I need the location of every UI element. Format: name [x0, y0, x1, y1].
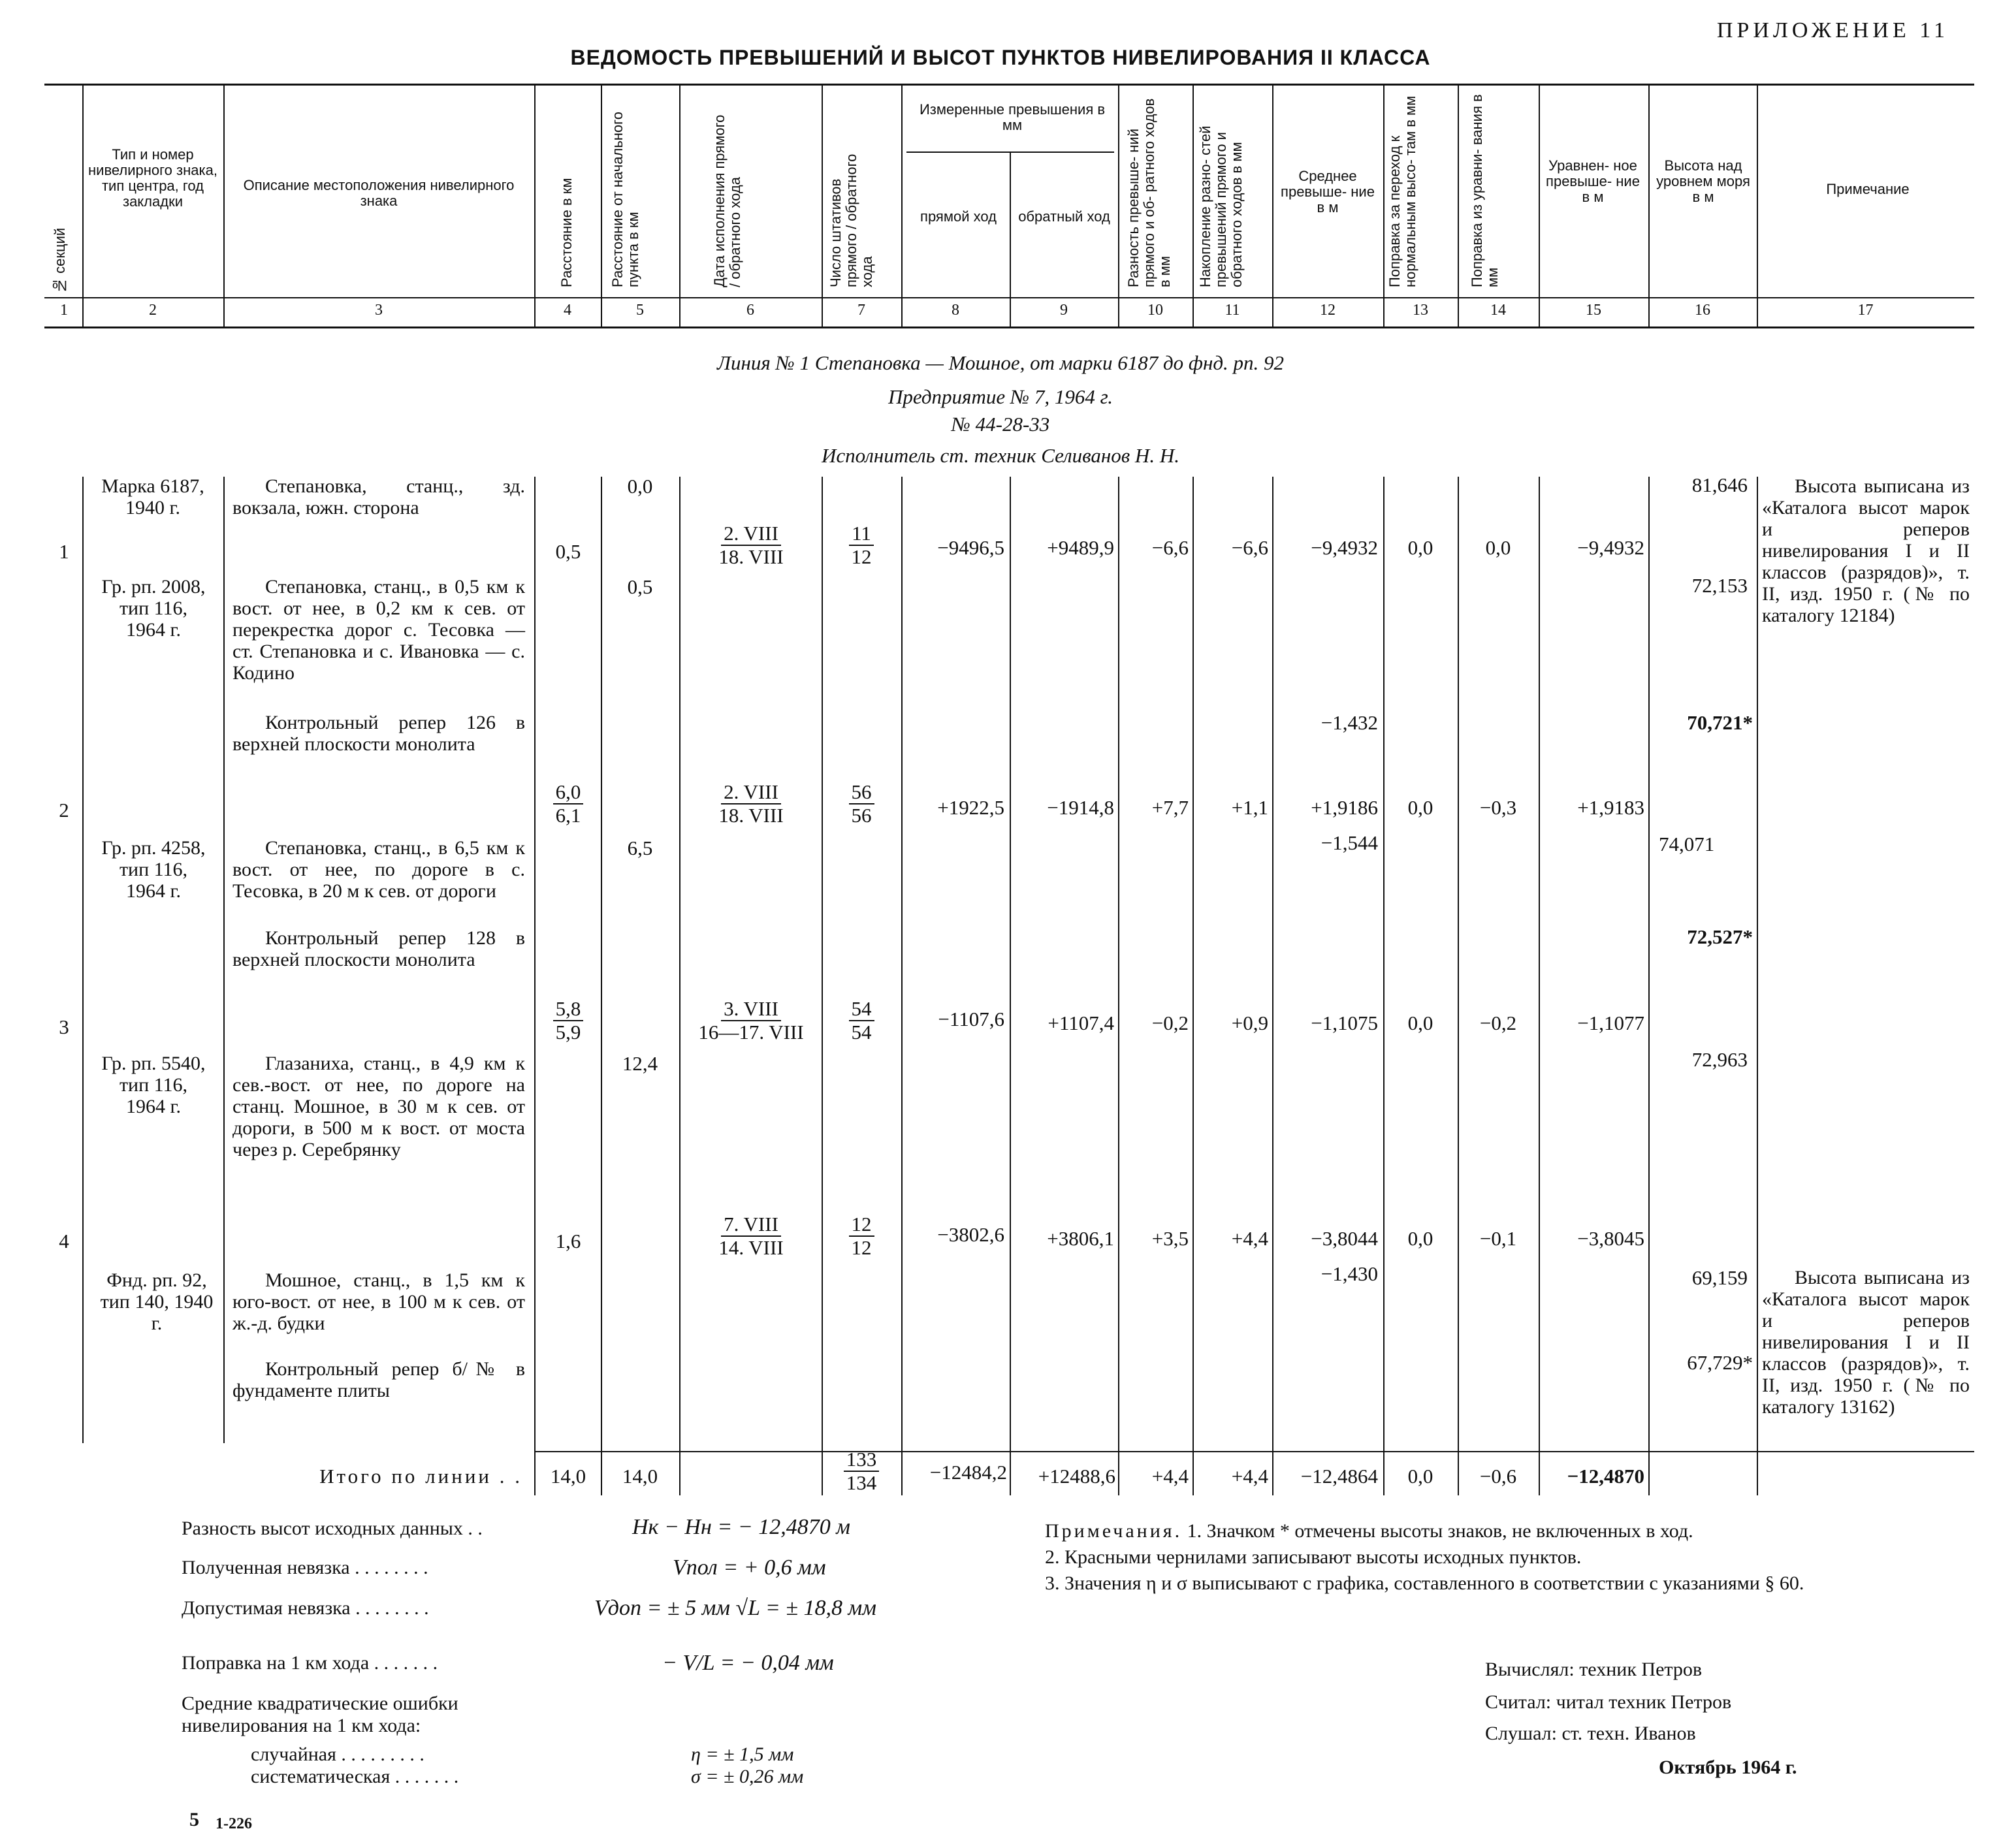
- catalog-note: Высота выписана из «Каталога высот марок и реперов нивелирования I и II классов (разрядов)», т. II, изд. 1950 г. (№ по каталогу 13162): [1762, 1267, 1970, 1418]
- total-distance: 14,0: [550, 1465, 586, 1488]
- backward-elevation: −1914,8: [1047, 796, 1114, 819]
- body-sep: [1010, 477, 1011, 1495]
- total-stations: [824, 1448, 899, 1494]
- total-correction-normal: 0,0: [1407, 1465, 1433, 1488]
- hdr-sep: [223, 85, 225, 327]
- body-sep: [1272, 477, 1273, 1495]
- forward-elevation: −1107,6: [938, 1008, 1004, 1030]
- date-forward: 2. VIII: [721, 781, 781, 805]
- total-label: Итого по линии . .: [319, 1465, 522, 1488]
- colnum: 4: [564, 302, 571, 319]
- point-height: 72,963: [1691, 1048, 1748, 1071]
- point-height: 74,071: [1659, 833, 1715, 855]
- point-height: 81,646: [1691, 473, 1748, 496]
- notes-title: Примечания.: [1045, 1520, 1183, 1542]
- page-number: 5: [189, 1809, 199, 1830]
- point-description: Степановка, станц., в 6,5 км к вост. от нее, по дороге в с. Тесовка, в 20 м к сев. от дороги: [232, 837, 525, 902]
- point-height: 70,721*: [1687, 711, 1753, 734]
- date-backward: 18. VIII: [718, 804, 784, 827]
- appendix-label: ПРИЛОЖЕНИЕ 11: [1716, 18, 1949, 42]
- hdr-sep: [1118, 85, 1119, 327]
- table-top-border: [44, 84, 1974, 86]
- summary-label: Допустимая невязка . . . . . . . .: [182, 1597, 429, 1619]
- note-1: 1. Значком * отмечены высоты знаков, не включенных в ход.: [1187, 1520, 1693, 1542]
- section-distance-back: 6,1: [555, 804, 581, 827]
- header-adjusted: Уравнен- ное превыше- ние в м: [1546, 157, 1640, 205]
- executor: Исполнитель ст. техник Селиванов Н. Н.: [822, 444, 1179, 467]
- hdr-sep: [601, 85, 602, 327]
- hdr-sep: [822, 85, 823, 327]
- summary-value: Vпол = + 0,6 мм: [673, 1555, 826, 1580]
- header-date: Дата исполнения прямого / обратного хода: [711, 114, 743, 287]
- date-forward: 2. VIII: [721, 522, 781, 546]
- body-sep: [82, 477, 84, 1443]
- correction-normal: 0,0: [1407, 1227, 1433, 1250]
- line-name: Линия № 1 Степановка — Мошное, от марки 6187 до фнд. рп. 92: [717, 351, 1284, 374]
- colnum: 3: [375, 302, 383, 319]
- body-sep: [822, 477, 823, 1495]
- distance-from-start: 12,4: [622, 1052, 658, 1075]
- colnum: 12: [1320, 302, 1336, 319]
- colnum: 9: [1060, 302, 1068, 319]
- stations-backward: 54: [851, 1021, 872, 1043]
- header-backward: обратный ход: [1018, 208, 1110, 225]
- header-description: Описание местоположения нивелирного знака: [243, 177, 515, 209]
- enterprise: Предприятие № 7, 1964 г.: [888, 385, 1113, 408]
- hdr-sep: [534, 85, 536, 327]
- point-description: Контрольный репер 126 в верхней плоскости монолита: [232, 712, 525, 755]
- distance-from-start: 6,5: [627, 836, 653, 859]
- stations-forward: 11: [849, 522, 874, 546]
- header-corr-normal: Поправка за переход к нормальным высо- там в мм: [1386, 95, 1418, 287]
- control-mean-elevation: −1,432: [1321, 711, 1378, 734]
- correction-adjust: −0,2: [1479, 1012, 1517, 1034]
- header-stations: Число штативов прямого / обратного хода: [827, 153, 875, 287]
- point-name: Гр. рп. 5540, тип 116, 1964 г.: [101, 1053, 206, 1117]
- forward-elevation: +1922,5: [937, 796, 1004, 819]
- date-forward: 3. VIII: [721, 998, 781, 1021]
- correction-normal: 0,0: [1407, 1012, 1433, 1034]
- section-dates: [682, 998, 820, 1043]
- total-difference: +4,4: [1151, 1465, 1189, 1488]
- section-distance-back: 5,9: [555, 1021, 581, 1043]
- section-stations: [824, 522, 899, 568]
- systematic-error-label: систематическая . . . . . . .: [251, 1766, 459, 1787]
- adjusted-elevation: +1,9183: [1577, 796, 1644, 819]
- mean-elevation: −3,8044: [1311, 1227, 1378, 1250]
- point-description: Степановка, станц., зд. вокзала, южн. сторона: [232, 475, 525, 518]
- section-distance-fwd: 6,0: [553, 781, 584, 805]
- colnum: 13: [1413, 302, 1428, 319]
- point-description: Контрольный репер б/№ в фундаменте плиты: [232, 1358, 525, 1401]
- header-corr-adjust: Поправка из уравни- вания в мм: [1469, 94, 1501, 287]
- total-correction-adjust: −0,6: [1479, 1465, 1517, 1488]
- body-sep: [601, 477, 602, 1495]
- section-distance-fraction: [536, 998, 601, 1043]
- point-name: Гр. рп. 4258, тип 116, 1964 г.: [101, 837, 206, 902]
- section-stations: [824, 1213, 899, 1259]
- correction-adjust: −0,3: [1479, 796, 1517, 819]
- hdr-sep: [1757, 85, 1758, 327]
- signature-listened: Слушал: ст. техн. Иванов: [1485, 1723, 1696, 1744]
- section-dates: [682, 1213, 820, 1259]
- body-sep: [679, 477, 680, 1495]
- header-measured: Измеренные превышения в мм: [919, 101, 1106, 133]
- body-sep: [1648, 477, 1650, 1495]
- note-2: 2. Красными чернилами записывают высоты исходных пунктов.: [1045, 1546, 1582, 1568]
- point-name: Гр. рп. 2008, тип 116, 1964 г.: [101, 576, 206, 641]
- control-mean-elevation: −1,544: [1321, 831, 1378, 854]
- systematic-error-value: σ = ± 0,26 мм: [691, 1766, 804, 1787]
- control-mean-elevation: −1,430: [1321, 1262, 1378, 1285]
- stations-forward: 56: [849, 781, 874, 805]
- random-error-value: η = ± 1,5 мм: [691, 1744, 794, 1765]
- hdr-sep: [1272, 85, 1273, 327]
- date-backward: 18. VIII: [718, 545, 784, 568]
- body-sep: [1193, 477, 1194, 1495]
- mean-elevation: +1,9186: [1311, 796, 1378, 819]
- total-top-border: [534, 1451, 1974, 1452]
- difference: −0,2: [1151, 1012, 1189, 1034]
- distance-from-start: 0,0: [627, 475, 653, 498]
- section-distance-fraction: [536, 781, 601, 827]
- header-distance-from-start: Расстояние от начального пункта в км: [609, 112, 641, 287]
- body-sep: [1458, 477, 1459, 1495]
- hdr-sep: [1193, 85, 1194, 327]
- distance-from-start: 0,5: [627, 575, 653, 598]
- random-error-label: случайная . . . . . . . . .: [251, 1744, 424, 1765]
- backward-elevation: +3806,1: [1047, 1227, 1114, 1250]
- summary-label: Разность высот исходных данных . .: [182, 1518, 483, 1539]
- total-mean: −12,4864: [1300, 1465, 1378, 1488]
- colnum: 2: [149, 302, 157, 319]
- colnum: 15: [1586, 302, 1601, 319]
- hdr-sep: [1539, 85, 1540, 327]
- hdr-sep: [679, 85, 680, 327]
- section-distance: 1,6: [555, 1230, 581, 1252]
- mean-elevation: −9,4932: [1311, 536, 1378, 559]
- point-description: Глазаниха, станц., в 4,9 км к сев.-вост. от нее, по дороге на станц. Мошное, в 30 м к сев. от дороги, в 500 м к вост. от моста через р. Серебрянку: [232, 1053, 525, 1160]
- section-stations: [824, 998, 899, 1043]
- correction-adjust: 0,0: [1485, 536, 1511, 559]
- body-sep: [1539, 477, 1540, 1495]
- colnum: 7: [857, 302, 865, 319]
- body-sep: [1757, 477, 1758, 1495]
- section-no: 3: [59, 1015, 69, 1038]
- summary-label: Поправка на 1 км хода . . . . . . .: [182, 1652, 438, 1674]
- colnum: 14: [1490, 302, 1506, 319]
- accumulation: +0,9: [1231, 1012, 1268, 1034]
- body-sep: [1118, 477, 1119, 1495]
- hdr-sep: [1458, 85, 1459, 327]
- colnum: 1: [60, 302, 68, 319]
- backward-elevation: +9489,9: [1047, 536, 1114, 559]
- total-stations-back: 134: [846, 1471, 877, 1494]
- signature-read: Считал: читал техник Петров: [1485, 1691, 1732, 1713]
- note-3: 3. Значения η и σ выписывают с графика, составленного в соответствии с указаниями § 60.: [1045, 1572, 1804, 1594]
- difference: −6,6: [1151, 536, 1189, 559]
- point-name: Фнд. рп. 92, тип 140, 1940 г.: [100, 1269, 214, 1334]
- hdr-sep: [1010, 153, 1011, 327]
- correction-normal: 0,0: [1407, 536, 1433, 559]
- signature-computed: Вычислял: техник Петров: [1485, 1659, 1703, 1680]
- forward-elevation: −9496,5: [937, 536, 1004, 559]
- section-distance: 0,5: [555, 540, 581, 563]
- adjusted-elevation: −9,4932: [1577, 536, 1644, 559]
- summary-value: Vдоп = ± 5 мм √L = ± 18,8 мм: [594, 1596, 876, 1620]
- point-description: Мошное, станц., в 1,5 км к юго-вост. от нее, в 100 м к сев. от ж.-д. будки: [232, 1269, 525, 1334]
- difference: +7,7: [1151, 796, 1189, 819]
- colnum: 10: [1147, 302, 1163, 319]
- total-adjusted: −12,4870: [1567, 1465, 1644, 1488]
- header-accumulation: Накопление разно- стей превышений прямого и обратного ходов в мм: [1197, 125, 1245, 287]
- section-no: 1: [59, 540, 69, 563]
- hdr-sep: [82, 85, 84, 327]
- total-backward: +12488,6: [1038, 1465, 1115, 1488]
- colnum: 17: [1857, 302, 1874, 319]
- hdr-sep: [901, 85, 903, 327]
- errors-title: Средние квадратические ошибки нивелирования на 1 км хода:: [182, 1693, 458, 1736]
- hdr-sep: [1383, 85, 1385, 327]
- section-no: 4: [59, 1230, 69, 1252]
- body-sep: [534, 477, 536, 1495]
- stations-forward: 54: [849, 998, 874, 1021]
- colnum: 11: [1225, 302, 1240, 319]
- section-dates: [682, 522, 820, 568]
- body-sep: [223, 477, 225, 1443]
- total-stations-fwd: 133: [844, 1448, 880, 1472]
- header-section-no: № секций: [52, 227, 68, 294]
- backward-elevation: +1107,4: [1048, 1012, 1114, 1034]
- section-no: 2: [59, 799, 69, 821]
- colnum: 6: [746, 302, 754, 319]
- difference: +3,5: [1151, 1227, 1189, 1250]
- total-forward: −12484,2: [929, 1461, 1007, 1484]
- section-dates: [682, 781, 820, 827]
- section-distance-fwd: 5,8: [553, 998, 584, 1021]
- document-title: ВЕДОМОСТЬ ПРЕВЫШЕНИЙ И ВЫСОТ ПУНКТОВ НИВЕЛИРОВАНИЯ II КЛАССА: [570, 46, 1431, 69]
- notes-block: [1006, 1520, 1848, 1595]
- correction-adjust: −0,1: [1479, 1227, 1517, 1250]
- point-height: 69,159: [1691, 1266, 1748, 1289]
- correction-normal: 0,0: [1407, 796, 1433, 819]
- header-distance: Расстояние в км: [558, 178, 575, 287]
- body-sep: [901, 477, 903, 1495]
- adjusted-elevation: −1,1077: [1577, 1012, 1644, 1034]
- summary-label: Полученная невязка . . . . . . . .: [182, 1557, 428, 1578]
- line-number: № 44-28-33: [951, 413, 1050, 436]
- stations-forward: 12: [849, 1213, 874, 1237]
- point-height: 72,153: [1691, 574, 1748, 597]
- point-description: Контрольный репер 128 в верхней плоскости монолита: [232, 927, 525, 970]
- header-height: Высота над уровнем моря в м: [1656, 157, 1750, 205]
- point-height: 72,527*: [1687, 925, 1753, 948]
- header-sign-type: Тип и номер нивелирного знака, тип центра, год закладки: [88, 146, 217, 210]
- header-note: Примечание: [1826, 181, 1910, 197]
- total-accumulation: +4,4: [1231, 1465, 1268, 1488]
- point-description: Степановка, станц., в 0,5 км к вост. от нее, в 0,2 км к сев. от перекрестка дорог с. Тесовка — ст. Степановка и с. Ивановка — с. Кодино: [232, 576, 525, 684]
- total-distance-start: 14,0: [622, 1465, 658, 1488]
- summary-value: Hк − Hн = − 12,4870 м: [632, 1515, 850, 1539]
- body-sep: [1383, 477, 1385, 1495]
- accumulation: +1,1: [1231, 796, 1268, 819]
- colnum: 5: [636, 302, 644, 319]
- header-difference: Разность превыше- ний прямого и об- ратного ходов в мм: [1125, 98, 1173, 287]
- date-forward: 7. VIII: [721, 1213, 781, 1237]
- point-name: Марка 6187, 1940 г.: [101, 475, 204, 518]
- stations-backward: 12: [851, 1236, 872, 1259]
- header-forward: прямой ход: [920, 208, 997, 225]
- forward-elevation: −3802,6: [937, 1223, 1004, 1246]
- signature-date: Октябрь 1964 г.: [1659, 1757, 1797, 1778]
- colnum-bottom-border: [44, 327, 1974, 328]
- summary-value: − V/L = − 0,04 мм: [662, 1651, 834, 1675]
- mean-elevation: −1,1075: [1311, 1012, 1378, 1034]
- adjusted-elevation: −3,8045: [1577, 1227, 1644, 1250]
- stations-backward: 12: [851, 545, 872, 568]
- accumulation: −6,6: [1231, 536, 1268, 559]
- print-code: 1-226: [216, 1815, 252, 1832]
- colnum: 8: [952, 302, 959, 319]
- catalog-note: Высота выписана из «Каталога высот марок и реперов нивелирования I и II классов (разрядов)», т. II, изд. 1950 г. (№ по каталогу 12184): [1762, 475, 1970, 626]
- hdr-sep: [1648, 85, 1650, 327]
- point-height: 67,729*: [1687, 1351, 1753, 1374]
- date-backward: 14. VIII: [718, 1236, 784, 1259]
- header-mean: Среднее превыше- ние в м: [1281, 168, 1375, 215]
- date-backward: 16—17. VIII: [698, 1021, 804, 1043]
- accumulation: +4,4: [1231, 1227, 1268, 1250]
- stations-backward: 56: [851, 804, 872, 827]
- colnum: 16: [1695, 302, 1710, 319]
- section-stations: [824, 781, 899, 827]
